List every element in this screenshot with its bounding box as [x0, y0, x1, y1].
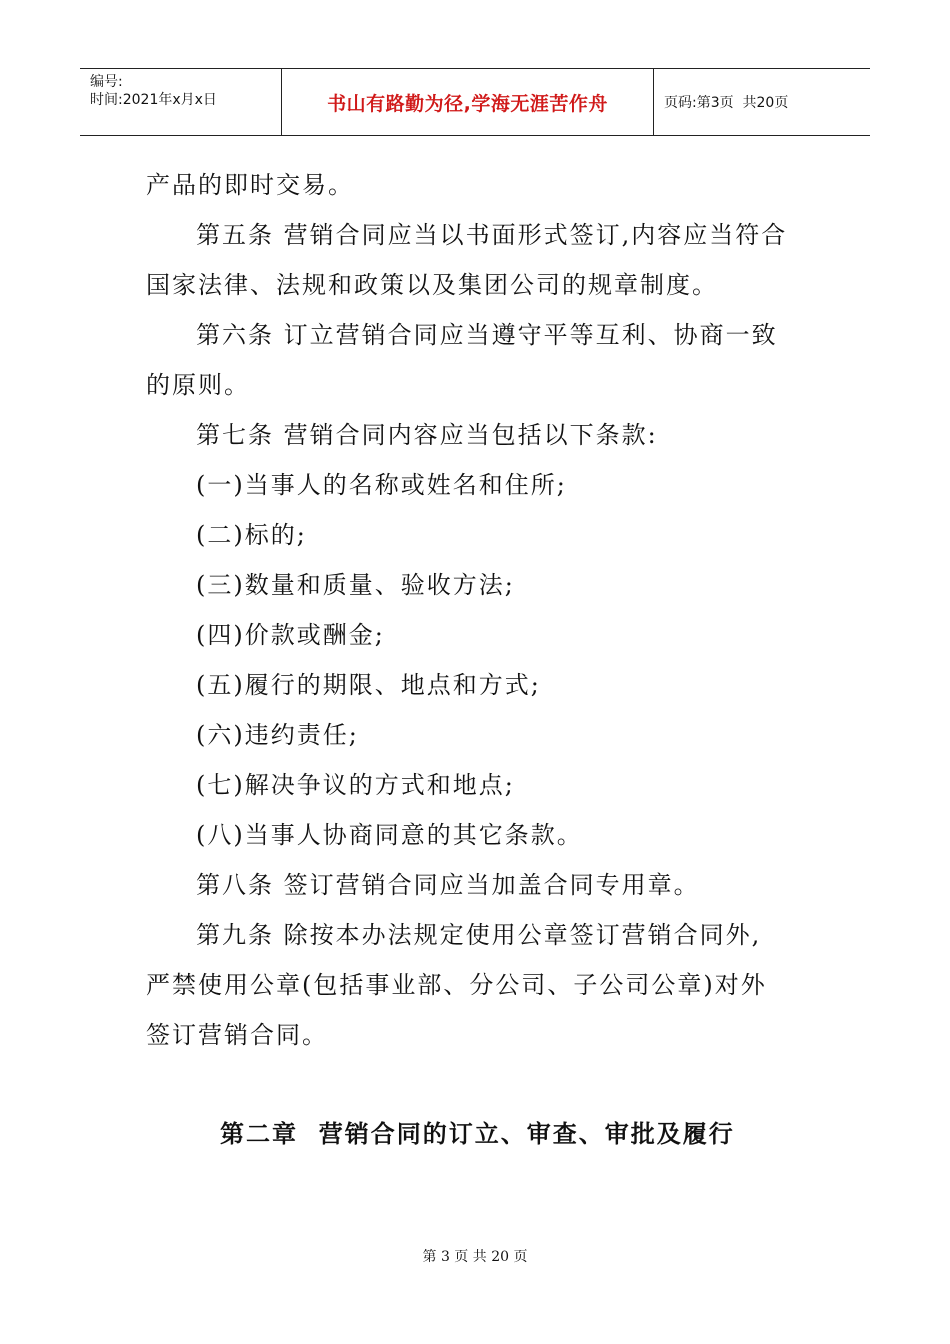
document-number-label: 编号:	[90, 74, 123, 90]
clause-item-8: (八)当事人协商同意的其它条款。	[196, 821, 583, 849]
article-9-line-1: 第九条 除按本办法规定使用公章签订营销合同外,	[196, 921, 762, 949]
article-6-line-1: 第六条 订立营销合同应当遵守平等互利、协商一致	[196, 321, 778, 349]
article-6-line-2: 的原则。	[146, 371, 250, 399]
chapter-heading: 第二章 营销合同的订立、审查、审批及履行	[220, 1120, 735, 1148]
header-motto: 书山有路勤为径,学海无涯苦作舟	[282, 69, 654, 135]
page-footer: 第 3 页 共 20 页	[422, 1249, 528, 1265]
clause-item-3: (三)数量和质量、验收方法;	[196, 571, 515, 599]
clause-item-6: (六)违约责任;	[196, 721, 359, 749]
header-meta	[80, 69, 282, 135]
article-9-line-2: 严禁使用公章(包括事业部、分公司、子公司公章)对外	[146, 971, 767, 999]
article-8-line: 第八条 签订营销合同应当加盖合同专用章。	[196, 871, 700, 899]
clause-item-7: (七)解决争议的方式和地点;	[196, 771, 515, 799]
header-page-text: 页码:第3页 共20页	[664, 95, 789, 111]
clause-item-4: (四)价款或酬金;	[196, 621, 385, 649]
document-date: 时间:2021年x月x日	[90, 92, 217, 108]
article-5-line-1: 第五条 营销合同应当以书面形式签订,内容应当符合	[196, 221, 788, 249]
article-9-line-3: 签订营销合同。	[146, 1021, 328, 1049]
clause-item-1: (一)当事人的名称或姓名和住所;	[196, 471, 567, 499]
body-line: 产品的即时交易。	[146, 171, 354, 199]
clause-item-5: (五)履行的期限、地点和方式;	[196, 671, 541, 699]
article-7-line: 第七条 营销合同内容应当包括以下条款:	[196, 421, 658, 449]
page-header	[80, 68, 870, 136]
article-5-line-2: 国家法律、法规和政策以及集团公司的规章制度。	[146, 271, 718, 299]
clause-item-2: (二)标的;	[196, 521, 307, 549]
header-page-info	[654, 69, 870, 135]
